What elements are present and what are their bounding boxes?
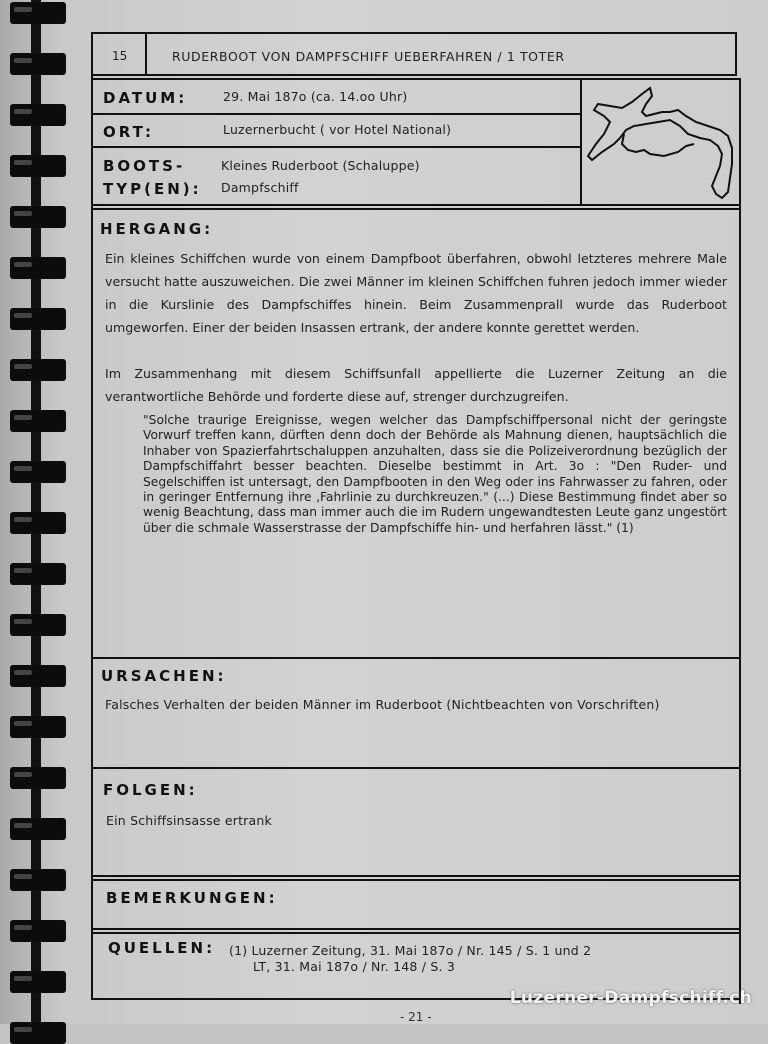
binding-ring	[10, 410, 66, 432]
binding-ring	[10, 716, 66, 738]
binding-ring	[10, 155, 66, 177]
bemerkungen-bottom-line	[91, 928, 741, 930]
header-bottom-line	[91, 74, 737, 76]
binding-ring	[10, 614, 66, 636]
ort-bottom-line	[91, 146, 582, 148]
hergang-paragraph-2: Im Zusammenhang mit diesem Schiffsunfall appellierte die Luzerner Zeitung an die verantwortliche Behörde und forderte diese auf, strenger durchzugreifen.	[105, 366, 727, 404]
folgen-label: FOLGEN:	[103, 781, 198, 799]
binding-ring	[10, 920, 66, 942]
map-divider	[580, 80, 582, 206]
bootstyp-label-line1: BOOTS-	[103, 157, 186, 175]
quellen-line-2: LT, 31. Mai 187o / Nr. 148 / S. 3	[253, 959, 455, 974]
ort-label: ORT:	[103, 123, 155, 141]
frame-top	[91, 32, 737, 34]
ort-value: Luzernerbucht ( vor Hotel National)	[223, 122, 452, 137]
frame-left	[91, 32, 93, 1000]
hergang-label: HERGANG:	[100, 220, 214, 238]
hergang-bottom-line	[91, 657, 741, 659]
bootstyp-label-line2: TYP(EN):	[103, 180, 202, 198]
datum-value: 29. Mai 187o (ca. 14.oo Uhr)	[223, 89, 408, 104]
binding-ring	[10, 818, 66, 840]
binding-ring	[10, 308, 66, 330]
bootstyp-value-2: Dampfschiff	[221, 180, 299, 195]
binding-ring	[10, 53, 66, 75]
binding-ring	[10, 869, 66, 891]
ursachen-text: Falsches Verhalten der beiden Männer im Ruderboot (Nichtbeachten von Vorschriften)	[105, 697, 660, 712]
info-bottom-line	[91, 204, 741, 206]
bemerkungen-label: BEMERKUNGEN:	[106, 889, 278, 907]
binding-ring	[10, 359, 66, 381]
watermark: Luzerner-Dampfschiff.ch	[509, 988, 752, 1008]
folgen-bottom-line	[91, 875, 741, 877]
frame-right-header	[735, 32, 737, 76]
ursachen-label: URSACHEN:	[101, 667, 227, 685]
quellen-label: QUELLEN:	[108, 939, 216, 957]
binding-ring	[10, 206, 66, 228]
ursachen-bottom-line	[91, 767, 741, 769]
header-divider	[145, 32, 147, 76]
page-number: - 21 -	[400, 1010, 432, 1024]
bootstyp-value-1: Kleines Ruderboot (Schaluppe)	[221, 158, 420, 173]
lake-lucerne-map-icon	[584, 82, 738, 202]
binding-ring	[10, 563, 66, 585]
binding-ring	[10, 104, 66, 126]
binding-ring	[10, 257, 66, 279]
binding-ring	[10, 767, 66, 789]
hergang-paragraph-1: Ein kleines Schiffchen wurde von einem Dampfboot überfahren, obwohl letzteres mehrere Male versucht hatte auszuweichen. Die zwei Männer im kleinen Schiffchen fuhren jedoch immer wieder in die Kurslinie des Dampfschiffes hinein. Beim Zusammenprall wurde das Ruderboot umgeworfen. Einer der beiden Insassen ertrank, der andere konnte gerettet werden.	[105, 251, 727, 335]
quellen-line-1: (1) Luzerner Zeitung, 31. Mai 187o / Nr. 145 / S. 1 und 2	[229, 943, 592, 958]
binding-ring	[10, 971, 66, 993]
folgen-double-line	[91, 879, 741, 881]
folgen-text: Ein Schiffsinsasse ertrank	[106, 813, 272, 828]
binding-ring	[10, 2, 66, 24]
binding-ring	[10, 512, 66, 534]
report-number: 15	[112, 49, 128, 63]
bemerkungen-double-line	[91, 932, 741, 934]
report-title: RUDERBOOT VON DAMPFSCHIFF UEBERFAHREN / 1 TOTER	[172, 49, 565, 64]
info-double-line	[91, 208, 741, 210]
datum-label: DATUM:	[103, 89, 188, 107]
spiral-binding	[0, 0, 78, 1024]
binding-ring	[10, 1022, 66, 1044]
binding-ring	[10, 665, 66, 687]
header-double-line	[91, 78, 741, 80]
frame-right	[739, 78, 741, 1004]
datum-bottom-line	[91, 113, 582, 115]
hergang-quote: "Solche traurige Ereignisse, wegen welcher das Dampfschiffpersonal nicht der geringste Vorwurf treffen kann, dürften denn doch der Behörde als Mahnung dienen, hauptsächlich die Inhaber von Spazierfahrtschaluppen anzuhalten, dass sie die Polizeiverordnung bezüglich der Dampfschiffahrt besser beachten. Dieselbe bestimmt in Art. 3o : "Den Ruder- und Segelschiffen ist untersagt, den Dampfbooten in den Weg oder ins Fahrwasser zu fahren, oder in geringer Entfernung ihre ‚Fahrlinie zu durchkreuzen." (...) Diese Bestimmung findet aber so wenig Beachtung, dass man immer auch die im Rudern ungewandtesten Leute ganz ungestört über die schmale Wasserstrasse der Dampfschiffe hin- und herfahren lässt." (1)	[143, 413, 727, 535]
binding-ring	[10, 461, 66, 483]
